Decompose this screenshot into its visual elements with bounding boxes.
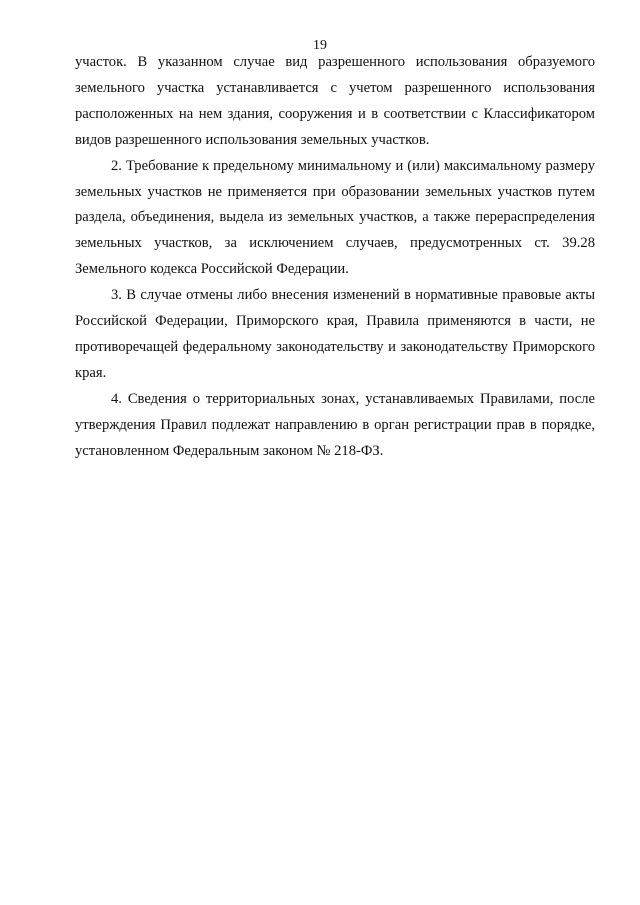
paragraph-item-3: 3. В случае отмены либо внесения изменений в нормативные правовые акты Российской Федерации, Приморского края, Правила применяются в части, не противоречащей федеральному законодательству и законодательству Приморского края. xyxy=(75,287,595,381)
page-number: 19 xyxy=(313,38,327,53)
body-text xyxy=(75,50,595,465)
paragraph-item-2: 2. Требование к предельному минимальному и (или) максимальному размеру земельных участков не применяется при образовании земельных участков путем раздела, объединения, выдела из земельных участков, а также перераспределения земельных участков, за исключением случаев, предусмотренных ст. 39.28 Земельного кодекса Российской Федерации. xyxy=(75,157,595,278)
paragraph-item-4: 4. Сведения о территориальных зонах, устанавливаемых Правилами, после утверждения Правил подлежат направлению в орган регистрации прав в порядке, установленном Федеральным законом № 218-ФЗ. xyxy=(75,390,595,459)
paragraph-continuation: участок. В указанном случае вид разрешенного использования образуемого земельного участка устанавливается с учетом разрешенного использования расположенных на нем здания, сооружения и в соответствии с Классификатором видов разрешенного использования земельных участков. xyxy=(75,54,595,148)
